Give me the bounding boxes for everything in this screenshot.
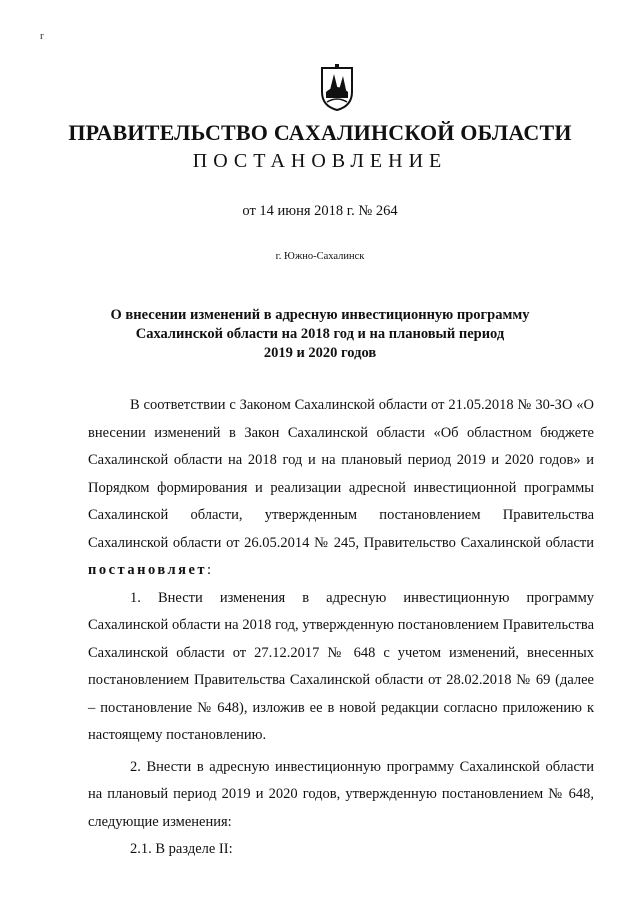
heading-line: О внесении изменений в адресную инвестиционную программу xyxy=(110,307,530,323)
document-heading xyxy=(0,306,640,363)
paragraph-1: 1. Внести изменения в адресную инвестиционную программу Сахалинской области на 2018 год, утвержденную постановлением Правительства Сахалинской области от 27.12.2017 № 648 с учетом изменений, внесенных постановлением Правительства Сахалинской области от 28.02.2018 № 69 (далее – постановление № 648), изложив ее в новой редакции согласно приложению к настоящему постановлению. xyxy=(88,589,594,743)
resolves-keyword: постановляет xyxy=(88,562,208,578)
document-body xyxy=(88,392,594,864)
intro-colon: : xyxy=(207,562,212,578)
corner-mark: r xyxy=(40,30,44,42)
heading-line: 2019 и 2020 годов xyxy=(263,345,377,361)
city-name: г. Южно-Сахалинск xyxy=(275,251,365,262)
organization-title: ПРАВИТЕЛЬСТВО САХАЛИНСКОЙ ОБЛАСТИ xyxy=(68,120,572,145)
document-type: ПОСТАНОВЛЕНИЕ xyxy=(192,150,448,172)
paragraph-2-1: 2.1. В разделе II: xyxy=(130,841,233,857)
heading-line: Сахалинской области на 2018 год и на плановый период xyxy=(135,326,505,342)
coat-of-arms-icon xyxy=(318,62,356,112)
intro-paragraph xyxy=(88,392,594,585)
date-and-number: от 14 июня 2018 г. № 264 xyxy=(242,203,398,219)
paragraph-2: 2. Внести в адресную инвестиционную программу Сахалинской области на плановый период 2019 и 2020 годов, утвержденную постановлением № 648, следующие изменения: xyxy=(88,758,594,830)
intro-text: В соответствии с Законом Сахалинской области от 21.05.2018 № 30-ЗО «О внесении изменений в Закон Сахалинской области «Об областном бюджете Сахалинской области на 2018 год и на плановый период 2019 и 2020 годов» и Порядком формирования и реализации адресной инвестиционной программы Сахалинской области, утвержденным постановлением Правительства Сахалинской области от 26.05.2014 № 245, Правительство Сахалинской области xyxy=(88,397,594,551)
